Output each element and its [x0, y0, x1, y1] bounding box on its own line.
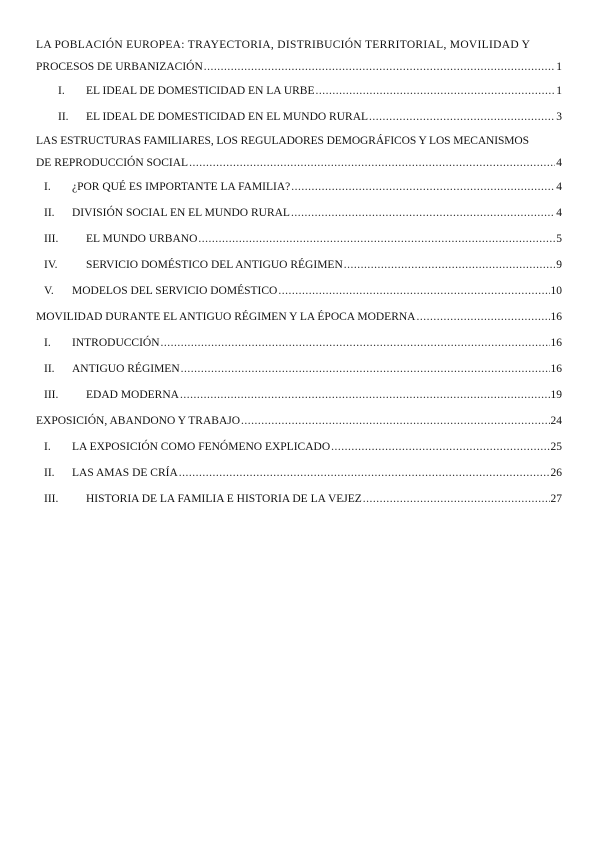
toc-page-number: 4: [556, 181, 562, 193]
toc-subentry[interactable]: [36, 434, 562, 460]
dot-leader: [181, 356, 550, 382]
toc-section: [36, 130, 562, 304]
dot-leader: [241, 408, 549, 434]
toc-item-numeral: II.: [44, 363, 55, 375]
toc-page-number: 24: [550, 415, 562, 427]
toc-item-title: EL IDEAL DE DOMESTICIDAD EN LA URBE: [86, 85, 315, 97]
toc-page-number: 5: [556, 233, 562, 245]
toc-subentry[interactable]: [36, 486, 562, 512]
dot-leader: [179, 460, 550, 486]
toc-page-number: 16: [550, 311, 562, 323]
toc-item-title: EDAD MODERNA: [86, 389, 179, 401]
toc-subentry[interactable]: [36, 382, 562, 408]
toc-section-entry[interactable]: [36, 304, 562, 330]
toc-page-number: 4: [556, 157, 562, 169]
toc-section-title-line1[interactable]: LAS ESTRUCTURAS FAMILIARES, LOS REGULADORES DEMOGRÁFICOS Y LOS MECANISMOS: [36, 135, 529, 147]
toc-subentry[interactable]: [36, 460, 562, 486]
toc-subentry[interactable]: [36, 78, 562, 104]
toc-section: [36, 408, 562, 512]
dot-leader: [189, 152, 555, 174]
toc-subentry[interactable]: [36, 200, 562, 226]
toc-page-number: 16: [550, 337, 562, 349]
dot-leader: [204, 56, 555, 78]
toc-subentry[interactable]: [36, 278, 562, 304]
toc-item-title: MODELOS DEL SERVICIO DOMÉSTICO: [72, 285, 278, 297]
toc-item-title: LAS AMAS DE CRÍA: [72, 467, 178, 479]
toc-item-numeral: II.: [58, 111, 69, 123]
dot-leader: [180, 382, 550, 408]
toc-section-title-line2: PROCESOS DE URBANIZACIÓN: [36, 61, 203, 73]
toc-item-title: ANTIGUO RÉGIMEN: [72, 363, 180, 375]
toc-subentry[interactable]: [36, 356, 562, 382]
toc-page-number: 3: [556, 111, 562, 123]
toc-item-numeral: III.: [44, 233, 59, 245]
toc-item-title: EL MUNDO URBANO: [86, 233, 198, 245]
dot-leader: [198, 226, 555, 252]
toc-section: [36, 34, 562, 130]
toc-page-number: 19: [550, 389, 562, 401]
toc-page-number: 25: [550, 441, 562, 453]
toc-item-title: EL IDEAL DE DOMESTICIDAD EN EL MUNDO RURAL: [86, 111, 369, 123]
toc-item-title: HISTORIA DE LA FAMILIA E HISTORIA DE LA VEJEZ: [86, 493, 362, 505]
dot-leader: [278, 278, 549, 304]
toc-item-numeral: II.: [44, 467, 55, 479]
dot-leader: [315, 78, 555, 104]
dot-leader: [161, 330, 550, 356]
toc-page-number: 10: [550, 285, 562, 297]
toc-section-title-line1[interactable]: LA POBLACIÓN EUROPEA: TRAYECTORIA, DISTRIBUCIÓN TERRITORIAL, MOVILIDAD Y: [36, 39, 531, 51]
dot-leader: [291, 200, 555, 226]
toc-item-numeral: III.: [44, 389, 59, 401]
toc-subentry[interactable]: [36, 252, 562, 278]
toc-page-number: 9: [556, 259, 562, 271]
toc-section-entry[interactable]: [36, 152, 562, 174]
toc-item-numeral: I.: [44, 337, 51, 349]
toc-section-title: MOVILIDAD DURANTE EL ANTIGUO RÉGIMEN Y LA ÉPOCA MODERNA: [36, 311, 416, 323]
toc-page-number: 1: [556, 85, 562, 97]
toc-item-numeral: I.: [58, 85, 65, 97]
dot-leader: [344, 252, 555, 278]
dot-leader: [416, 304, 549, 330]
toc-item-title: INTRODUCCIÓN: [72, 337, 160, 349]
toc-section-entry[interactable]: [36, 408, 562, 434]
toc-item-title: DIVISIÓN SOCIAL EN EL MUNDO RURAL: [72, 207, 290, 219]
dot-leader: [291, 174, 555, 200]
toc-section-entry[interactable]: [36, 56, 562, 78]
toc-page-number: 1: [556, 61, 562, 73]
toc-subentry[interactable]: [36, 226, 562, 252]
toc-item-title: ¿POR QUÉ ES IMPORTANTE LA FAMILIA?: [72, 181, 291, 193]
toc-item-numeral: I.: [44, 181, 51, 193]
toc-page-number: 26: [550, 467, 562, 479]
toc-item-numeral: I.: [44, 441, 51, 453]
toc-item-title: SERVICIO DOMÉSTICO DEL ANTIGUO RÉGIMEN: [86, 259, 343, 271]
toc-item-numeral: V.: [44, 285, 54, 297]
toc-page-number: 16: [550, 363, 562, 375]
toc-section-title: EXPOSICIÓN, ABANDONO Y TRABAJO: [36, 415, 241, 427]
table-of-contents: [36, 34, 562, 512]
toc-item-title: LA EXPOSICIÓN COMO FENÓMENO EXPLICADO: [72, 441, 331, 453]
dot-leader: [363, 486, 550, 512]
toc-section-title-line2: DE REPRODUCCIÓN SOCIAL: [36, 157, 189, 169]
toc-page-number: 4: [556, 207, 562, 219]
toc-item-numeral: III.: [44, 493, 59, 505]
dot-leader: [369, 104, 555, 130]
toc-subentry[interactable]: [36, 174, 562, 200]
toc-item-numeral: II.: [44, 207, 55, 219]
dot-leader: [331, 434, 549, 460]
toc-subentry[interactable]: [36, 104, 562, 130]
toc-item-numeral: IV.: [44, 259, 58, 271]
toc-subentry[interactable]: [36, 330, 562, 356]
toc-page-number: 27: [550, 493, 562, 505]
toc-section: [36, 304, 562, 408]
